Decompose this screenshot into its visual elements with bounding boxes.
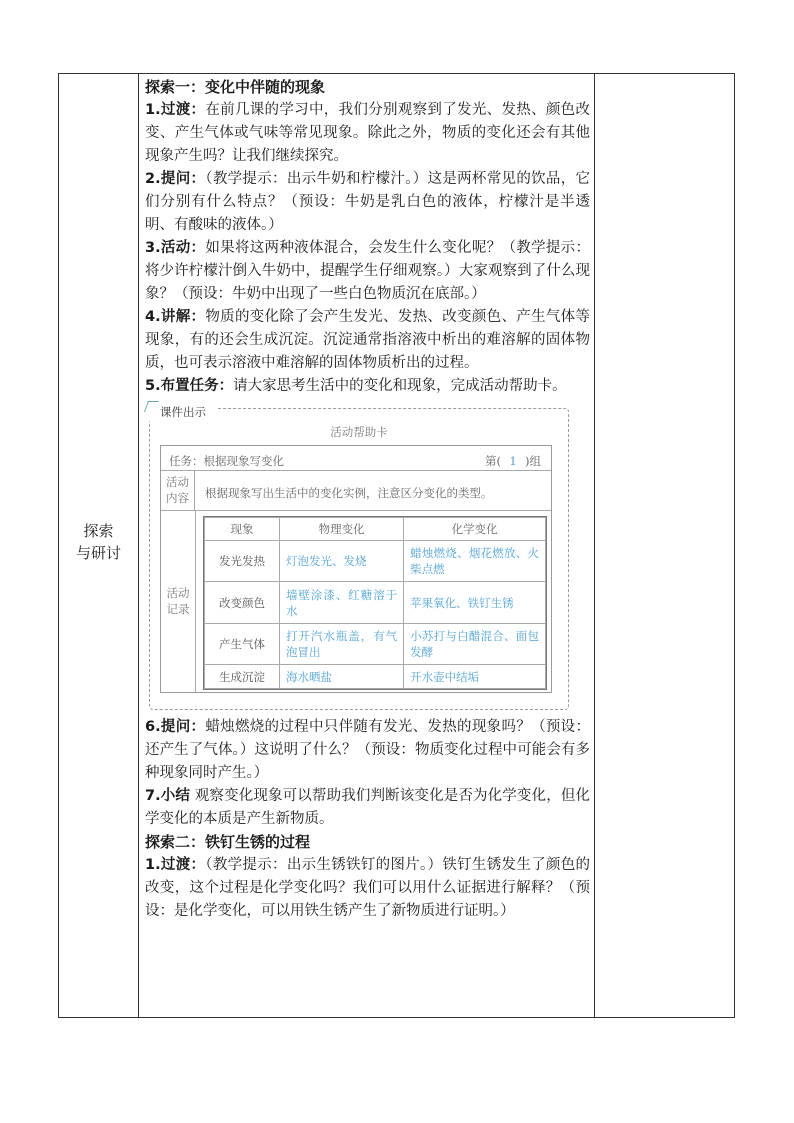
chemical-cell: 开水壶中结垢 xyxy=(404,665,546,689)
item-lead: 5.布置任务： xyxy=(145,378,234,394)
item-text: （教学提示：出示牛奶和柠檬汁。）这是两杯常见的饮品，它们分别有什么特点？（预设：牛奶是乳白色的液体，柠檬汁是半透明、有酸味的液体。） xyxy=(145,171,590,233)
record-table xyxy=(203,516,547,690)
section1-title: 探索一：变化中伴随的现象 xyxy=(145,78,326,96)
lesson-content xyxy=(145,76,590,923)
record-row xyxy=(161,510,551,692)
section1-item-2 xyxy=(145,168,590,237)
phenomenon-cell: 发光发热 xyxy=(205,541,280,582)
item-lead: 6.提问： xyxy=(145,719,206,735)
record-label-text: 活动记录 xyxy=(166,586,190,616)
item-text: 在前几课的学习中，我们分别观察到了发光、发热、颜色改变、产生气体或气味等常见现象。除此之外，物质的变化还会有其他现象产生吗？让我们继续探究。 xyxy=(145,102,590,164)
physical-cell: 墙壁涂漆、红糖溶于水 xyxy=(280,582,404,623)
table-row xyxy=(205,623,546,664)
after-item-6 xyxy=(145,716,590,785)
record-header-row xyxy=(205,518,546,541)
item-lead: 1.过渡： xyxy=(145,857,206,873)
item-text: 观察变化现象可以帮助我们判断该变化是否为化学变化，但化学变化的本质是产生新物质。 xyxy=(145,788,590,827)
chemical-cell: 小苏打与白醋混合、面包发酵 xyxy=(404,623,546,664)
group-prefix: 第( xyxy=(485,454,501,468)
column-divider-left xyxy=(138,74,139,1017)
section1-item-4 xyxy=(145,306,590,375)
group-suffix: )组 xyxy=(525,454,541,468)
record-label xyxy=(161,510,196,692)
section2-item-1 xyxy=(145,854,590,923)
table-row xyxy=(205,582,546,623)
physical-cell: 灯泡发光、发烧 xyxy=(280,541,404,582)
phenomenon-cell: 生成沉淀 xyxy=(205,665,280,689)
item-lead: 2.提问： xyxy=(145,171,206,187)
item-lead: 3.活动： xyxy=(145,240,206,256)
header-phenomenon: 现象 xyxy=(205,518,280,541)
item-text: 请大家思考生活中的变化和现象，完成活动帮助卡。 xyxy=(233,378,567,394)
physical-cell: 打开汽水瓶盖，有气泡冒出 xyxy=(280,623,404,664)
phenomenon-cell: 产生气体 xyxy=(205,623,280,664)
section1-item-1 xyxy=(145,99,590,168)
activity-card xyxy=(149,405,569,710)
header-physical: 物理变化 xyxy=(280,518,404,541)
task-header xyxy=(161,446,551,471)
row-label-line1: 探索 xyxy=(83,522,114,540)
chemical-cell: 苹果氧化、铁钉生锈 xyxy=(404,582,546,623)
phenomenon-cell: 改变颜色 xyxy=(205,582,280,623)
card-title: 活动帮助卡 xyxy=(330,425,388,439)
card-tag: 课件出示 xyxy=(146,403,216,421)
item-lead: 7.小结 xyxy=(145,788,191,804)
group-num: 1 xyxy=(509,454,517,468)
content-label: 活动内容 xyxy=(161,470,195,510)
after-item-7 xyxy=(145,785,590,831)
item-text: 物质的变化除了会产生发光、发热、改变颜色、产生气体等现象，有的还会生成沉淀。沉淀通常指溶液中析出的难溶解的固体物质，也可表示溶液中难溶解的固体物质析出的过程。 xyxy=(145,309,590,371)
item-lead: 4.讲解： xyxy=(145,309,206,325)
item-lead: 1.过渡： xyxy=(145,102,206,118)
task-form xyxy=(160,445,552,693)
content-row xyxy=(161,470,551,511)
lesson-table xyxy=(58,73,735,1018)
record-grid xyxy=(204,517,546,689)
row-label xyxy=(59,520,138,564)
table-row xyxy=(205,665,546,689)
task-label: 任务：根据现象写变化 xyxy=(169,454,284,468)
header-chemical: 化学变化 xyxy=(404,518,546,541)
row-label-line2: 与研讨 xyxy=(75,544,121,562)
physical-cell: 海水晒盐 xyxy=(280,665,404,689)
table-row xyxy=(205,541,546,582)
content-text: 根据现象写出生活中的变化实例，注意区分变化的类型。 xyxy=(205,486,493,500)
item-text: （教学提示：出示生锈铁钉的图片。）铁钉生锈发生了颜色的改变，这个过程是化学变化吗？我们可以用什么证据进行解释？（预设：是化学变化，可以用铁生锈产生了新物质进行证明。） xyxy=(145,857,590,919)
section1-item-3 xyxy=(145,237,590,306)
section2-title: 探索二：铁钉生锈的过程 xyxy=(145,833,311,851)
column-divider-right xyxy=(594,74,595,1017)
section1-item-5 xyxy=(145,375,590,398)
item-text: 如果将这两种液体混合，会发生什么变化呢？（教学提示：将少许柠檬汁倒入牛奶中，提醒学生仔细观察。）大家观察到了什么现象？（预设：牛奶中出现了一些白色物质沉在底部。） xyxy=(145,240,590,302)
item-text: 蜡烛燃烧的过程中只伴随有发光、发热的现象吗？（预设：还产生了气体。）这说明了什么？（预设：物质变化过程中可能会有多种现象同时产生。） xyxy=(145,719,590,781)
chemical-cell: 蜡烛燃烧、烟花燃放、火柴点燃 xyxy=(404,541,546,582)
